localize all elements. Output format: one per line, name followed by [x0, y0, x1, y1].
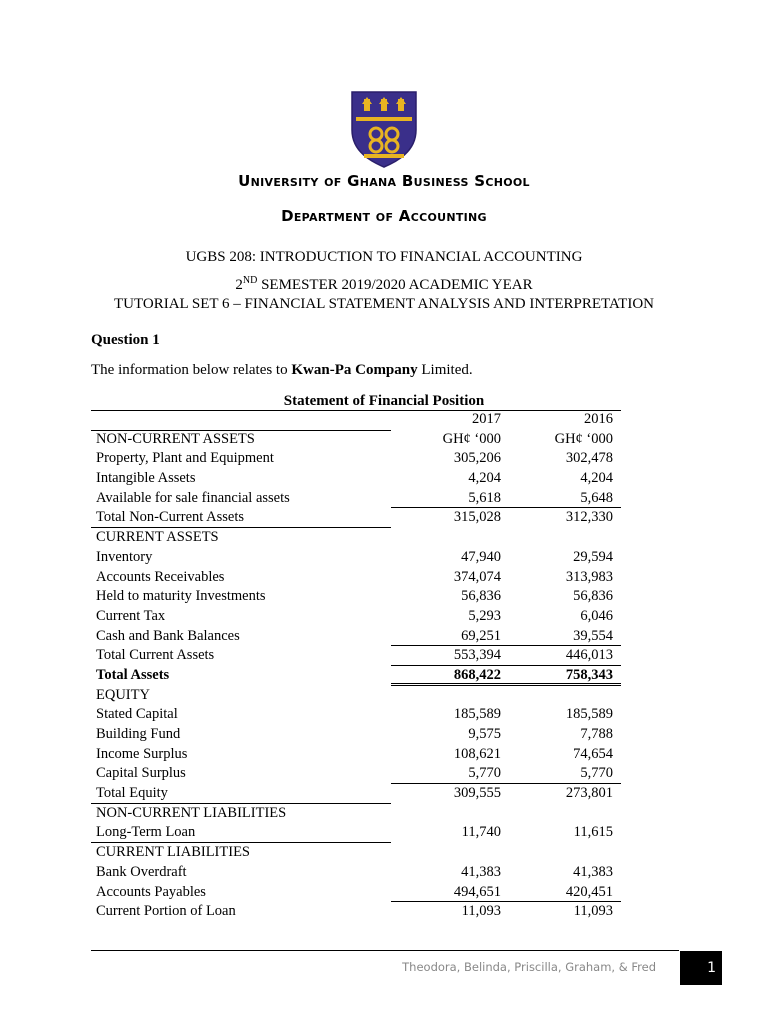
value-2016: 273,801 [565, 785, 613, 802]
value-2016: 7,788 [580, 726, 613, 742]
value-2017: 305,206 [453, 450, 501, 467]
row-label: EQUITY [96, 686, 150, 703]
footer-rule [91, 950, 679, 951]
university-crest-logo [350, 90, 418, 168]
value-2016: 446,013 [565, 647, 613, 664]
row-label: CURRENT LIABILITIES [96, 844, 250, 861]
course-title: UGBS 208: INTRODUCTION TO FINANCIAL ACCOUNTING [185, 249, 583, 265]
value-2016: 56,836 [573, 588, 613, 605]
row-label: Stated Capital [96, 706, 178, 723]
row-label: Accounts Receivables [96, 568, 225, 585]
row-label: Bank Overdraft [96, 863, 187, 880]
page-number: 1 [680, 951, 722, 985]
row-label: Inventory [96, 548, 153, 565]
table-row [91, 627, 621, 647]
value-2016: 39,554 [573, 627, 613, 644]
value-2016: 185,589 [565, 706, 613, 723]
row-label: Long-Term Loan [96, 824, 196, 841]
table-row [91, 548, 621, 568]
value-2017: 41,383 [461, 863, 501, 880]
table-row [91, 902, 621, 922]
table-row [91, 823, 621, 843]
semester-ordinal: 2 [235, 277, 243, 293]
table-row [91, 725, 621, 745]
value-2016: 29,594 [573, 548, 613, 565]
value-2017: 494,651 [453, 883, 501, 900]
value-2017: 868,422 [453, 666, 501, 683]
row-label: Current Tax [96, 607, 166, 624]
intro-text-before: The information below relates to [91, 362, 292, 378]
year-header-row [91, 410, 621, 430]
row-label: Held to maturity Investments [96, 588, 266, 605]
value-2016: 5,770 [580, 765, 613, 782]
value-2016: 11,615 [573, 824, 613, 841]
table-row [91, 883, 621, 903]
year-2016-header: 2016 [584, 411, 613, 427]
value-2016: 313,983 [565, 568, 613, 585]
table-row [91, 508, 621, 528]
row-label: Building Fund [96, 726, 181, 742]
value-2016: 6,046 [580, 607, 613, 624]
value-2017: 47,940 [461, 548, 501, 565]
row-label: NON-CURRENT ASSETS [96, 430, 255, 447]
value-2016: 302,478 [565, 450, 613, 467]
value-2017: 9,575 [468, 726, 501, 742]
question-intro [91, 362, 473, 379]
table-row [91, 863, 621, 883]
statement-title: Statement of Financial Position [283, 393, 485, 409]
value-2016: 758,343 [565, 666, 613, 683]
table-row [91, 489, 621, 509]
value-2017: 69,251 [461, 627, 501, 644]
value-2017: 185,589 [453, 706, 501, 723]
value-2017: 5,618 [468, 489, 501, 506]
row-label: Property, Plant and Equipment [96, 450, 274, 467]
value-2017: 11,093 [461, 903, 501, 920]
value-2017: GH¢ ‘000 [442, 430, 501, 447]
value-2017: 5,293 [468, 607, 501, 624]
value-2016: 74,654 [573, 745, 613, 762]
value-2016: 312,330 [565, 509, 613, 526]
intro-text-after: Limited. [417, 362, 473, 378]
value-2016: 5,648 [580, 489, 613, 506]
value-2017: 553,394 [453, 647, 501, 664]
table-row [91, 449, 621, 469]
table-row [91, 528, 621, 548]
value-2016: GH¢ ‘000 [554, 430, 613, 447]
company-name: Kwan-Pa Company [291, 362, 418, 378]
row-label: Total Assets [96, 666, 170, 683]
table-row [91, 784, 621, 804]
row-label: Total Non-Current Assets [96, 509, 244, 526]
semester-text: SEMESTER 2019/2020 ACADEMIC YEAR [257, 277, 533, 293]
value-2016: 41,383 [573, 863, 613, 880]
table-row [91, 430, 621, 450]
table-row [91, 804, 621, 824]
semester-ordinal-suffix: ND [242, 275, 258, 286]
table-row [91, 745, 621, 765]
value-2017: 315,028 [453, 509, 501, 526]
value-2017: 4,204 [468, 470, 501, 487]
table-row [91, 666, 621, 686]
table-row [91, 843, 621, 863]
row-label: Capital Surplus [96, 765, 186, 782]
value-2017: 11,740 [461, 824, 501, 841]
value-2017: 5,770 [468, 765, 501, 782]
row-label: Current Portion of Loan [96, 903, 236, 920]
tutorial-title: TUTORIAL SET 6 – FINANCIAL STATEMENT ANALYSIS AND INTERPRETATION [114, 296, 654, 312]
table-row [91, 587, 621, 607]
table-row [91, 568, 621, 588]
row-label: Total Current Assets [96, 647, 215, 664]
table-row [91, 607, 621, 627]
row-label: Income Surplus [96, 745, 188, 762]
value-2017: 108,621 [453, 745, 501, 762]
row-label: Cash and Bank Balances [96, 627, 240, 644]
financial-position-table [91, 410, 621, 922]
school-name: University of Ghana Business School [238, 172, 530, 190]
year-2017-header: 2017 [472, 411, 501, 427]
table-row [91, 469, 621, 489]
value-2016: 11,093 [573, 903, 613, 920]
value-2017: 56,836 [461, 588, 501, 605]
value-2016: 4,204 [580, 470, 613, 487]
table-row [91, 646, 621, 666]
value-2017: 374,074 [453, 568, 501, 585]
row-label: Available for sale financial assets [96, 489, 290, 506]
footer-authors: Theodora, Belinda, Priscilla, Graham, & Fred [402, 960, 656, 974]
row-label: Total Equity [96, 785, 168, 802]
row-label: CURRENT ASSETS [96, 529, 219, 546]
table-row [91, 686, 621, 706]
table-row [91, 764, 621, 784]
question-heading: Question 1 [91, 332, 160, 348]
department-name: Department of Accounting [281, 207, 487, 225]
value-2016: 420,451 [565, 883, 613, 900]
row-label: Intangible Assets [96, 470, 196, 487]
semester-line [0, 275, 768, 294]
table-row [91, 705, 621, 725]
row-label: Accounts Payables [96, 883, 206, 900]
row-label: NON-CURRENT LIABILITIES [96, 804, 287, 821]
value-2017: 309,555 [453, 785, 501, 802]
